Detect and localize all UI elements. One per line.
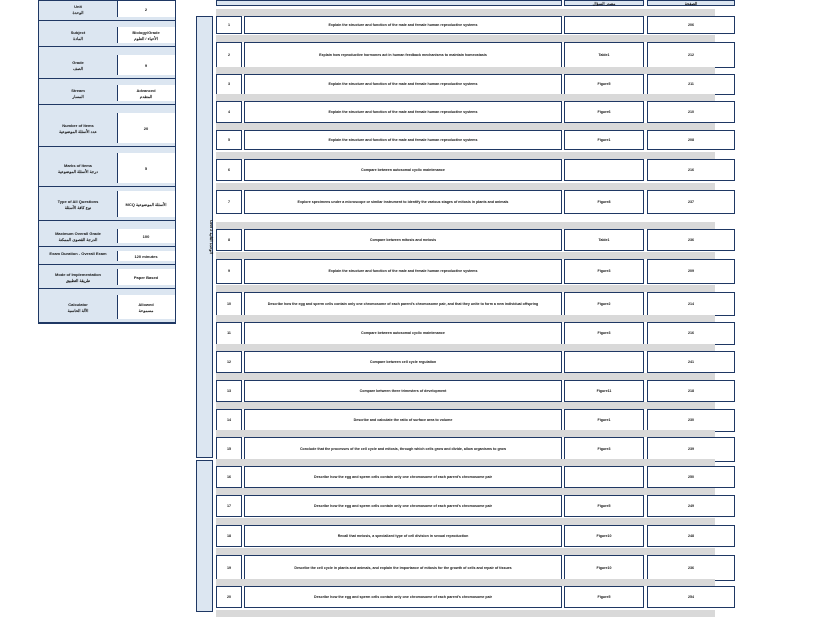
question-source: Table1 — [564, 42, 644, 68]
row-separator — [216, 123, 715, 130]
question-number: 14 — [216, 409, 242, 432]
unit-label: Unit 2 الوحدة الثانية — [209, 220, 214, 254]
row-separator — [216, 252, 715, 259]
learning-outcome: Describe and calculate the ratio of surface area to volume — [244, 409, 562, 432]
info-value: MCQ الأسئلة الموضوعية — [125, 202, 167, 207]
question-number: 4 — [216, 101, 242, 123]
info-sublabel: عدد الأسئلة الموضوعية — [59, 129, 97, 134]
question-source: Figure8 — [564, 190, 644, 214]
info-sublabel: نوع كافة الأسئلة — [64, 205, 92, 210]
row-separator — [216, 459, 715, 466]
learning-outcome: Compare between autosomal cyclic maintenance — [244, 159, 562, 181]
table-row — [216, 159, 715, 181]
info-label: Unit — [74, 4, 82, 9]
info-separator — [39, 20, 175, 21]
learning-outcome: Describe how the egg and sperm cells contain only one chromosome of each parent's chromosome pair — [244, 495, 562, 517]
question-source — [564, 159, 644, 181]
row-separator — [216, 518, 715, 525]
page-number: 206 — [647, 16, 735, 34]
table-row — [216, 259, 715, 284]
table-row — [216, 586, 715, 608]
question-source: Figure6 — [564, 101, 644, 123]
info-block — [39, 113, 175, 143]
info-value: Advanced — [136, 88, 156, 93]
row-separator — [216, 35, 715, 42]
info-label: Stream — [71, 88, 85, 93]
table-row — [216, 380, 715, 402]
row-separator — [216, 152, 715, 159]
question-number: 19 — [216, 555, 242, 581]
info-value: Biology/Grade — [132, 30, 160, 35]
info-separator — [39, 264, 175, 265]
header-page: الصفحة — [647, 0, 735, 6]
learning-outcome: Explain the structure and function of the male and female human reproductive systems — [244, 130, 562, 150]
info-label: Subject — [70, 30, 86, 35]
learning-outcome: Describe how the egg and sperm cells contain only one chromosome of each parent's chromosome pair — [244, 466, 562, 488]
page-number: 248 — [647, 525, 735, 547]
question-source: Figure1 — [564, 130, 644, 150]
learning-outcome: Describe the cell cycle in plants and animals, and explain the importance of mitosis for the growth of cells and repair of tissues — [244, 555, 562, 581]
info-separator — [39, 186, 175, 187]
learning-outcome: Compare between mitosis and meiosis — [244, 229, 562, 251]
question-number: 10 — [216, 292, 242, 316]
question-number: 11 — [216, 322, 242, 345]
question-number: 1 — [216, 16, 242, 34]
info-value-box — [117, 295, 175, 319]
info-sublabel: الدرجة القصوى الممكنة — [58, 237, 98, 242]
learning-outcomes-table — [194, 0, 716, 620]
row-separator — [216, 285, 715, 292]
info-block — [39, 153, 175, 183]
learning-outcome: Explain the structure and function of the male and female human reproductive systems — [244, 74, 562, 95]
info-sublabel: المسار — [72, 94, 84, 99]
info-block — [39, 295, 175, 319]
learning-outcome: Explore specimens under a microscope or similar instrument to identify the various stages of mitosis in plants and animals — [244, 190, 562, 214]
info-block — [39, 251, 175, 261]
row-separator — [216, 373, 715, 380]
info-value: Allowed — [138, 302, 154, 307]
question-number: 13 — [216, 380, 242, 402]
page-number: 239 — [647, 437, 735, 462]
learning-outcome: Describe how the egg and sperm cells contain only one chromosome of each parent's chromosome pair, and that they unite to form a new individual offspring — [244, 292, 562, 316]
table-row — [216, 130, 715, 150]
info-sublabel: طريقة التطبيق — [65, 278, 91, 283]
table-row — [216, 466, 715, 488]
info-subvalue: الأحياء / العلوم — [134, 36, 158, 41]
table-row — [216, 555, 715, 581]
info-separator — [39, 46, 175, 47]
row-separator — [216, 222, 715, 229]
info-label: Number of Items — [62, 123, 94, 128]
info-separator — [39, 322, 175, 323]
row-separator — [216, 430, 715, 437]
table-row — [216, 190, 715, 214]
page-number: 241 — [647, 351, 735, 373]
question-source: Figure5 — [564, 495, 644, 517]
info-separator — [39, 246, 175, 247]
learning-outcome: Compare between three trimesters of development — [244, 380, 562, 402]
question-number: 9 — [216, 259, 242, 284]
question-source — [564, 351, 644, 373]
learning-outcome: Recall that meiosis, a specialized type of cell division in sexual reproduction — [244, 525, 562, 547]
table-row — [216, 16, 715, 34]
learning-outcome: Explain the structure and function of the male and female human reproductive systems — [244, 16, 562, 34]
row-separator — [216, 94, 715, 101]
info-label: Marks of Items — [63, 163, 92, 168]
table-row — [216, 525, 715, 547]
info-sublabel: المادة — [73, 36, 83, 41]
question-source: Figure2 — [564, 292, 644, 316]
page-number: 250 — [647, 466, 735, 488]
info-subvalue: المتقدم — [139, 94, 153, 99]
page-number: 208 — [647, 130, 735, 150]
question-number: 3 — [216, 74, 242, 95]
info-value: 2 — [144, 7, 148, 12]
row-separator — [216, 488, 715, 495]
info-separator — [39, 78, 175, 79]
row-separator — [216, 610, 715, 617]
table-row — [216, 229, 715, 251]
info-block — [39, 229, 175, 243]
info-label: Type of All Questions — [57, 199, 99, 204]
unit-column — [196, 16, 213, 458]
question-number: 16 — [216, 466, 242, 488]
question-number: 12 — [216, 351, 242, 373]
info-value: 20 — [143, 126, 149, 131]
page-number: 237 — [647, 190, 735, 214]
info-value: 120 minutes — [134, 254, 158, 259]
page-number: 216 — [647, 159, 735, 181]
question-number: 17 — [216, 495, 242, 517]
question-number: 2 — [216, 42, 242, 68]
row-separator — [216, 548, 715, 555]
row-separator — [216, 315, 715, 322]
learning-outcome: Describe how the egg and sperm cells contain only one chromosome of each parent's chromosome pair — [244, 586, 562, 608]
info-subvalue: مسموحة — [138, 308, 154, 313]
learning-outcome: Compare between autosomal cyclic maintenance — [244, 322, 562, 345]
table-row — [216, 74, 715, 95]
question-number: 7 — [216, 190, 242, 214]
question-number: 18 — [216, 525, 242, 547]
learning-outcome: Explain the structure and function of the male and female human reproductive systems — [244, 259, 562, 284]
exam-info-panel — [38, 0, 176, 324]
info-label: Exam Duration - Overall Exam — [49, 251, 107, 256]
row-separator — [216, 402, 715, 409]
table-row — [216, 42, 715, 68]
info-sublabel: الوحدة — [72, 10, 84, 15]
page-number: 209 — [647, 259, 735, 284]
table-row — [216, 292, 715, 316]
page-number: 216 — [647, 322, 735, 345]
question-source: Figure5 — [564, 586, 644, 608]
question-source: Figure3 — [564, 259, 644, 284]
question-source: Table1 — [564, 229, 644, 251]
question-number: 6 — [216, 159, 242, 181]
question-source: Figure3 — [564, 437, 644, 462]
info-block — [39, 191, 175, 217]
info-label: Maximum Overall Grade — [55, 231, 101, 236]
table-row — [216, 322, 715, 345]
question-number: 15 — [216, 437, 242, 462]
info-block — [39, 27, 175, 43]
learning-outcome: Conclude that the processes of the cell cycle and mitosis, through which cells grow and divide, allow organisms to grow — [244, 437, 562, 462]
page-number: 214 — [647, 292, 735, 316]
info-sublabel: الآلة الحاسبة — [67, 308, 89, 313]
info-label: Grade — [72, 60, 84, 65]
info-block — [39, 85, 175, 101]
question-source — [564, 16, 644, 34]
page-number: 230 — [647, 409, 735, 432]
page-number: 210 — [647, 101, 735, 123]
row-separator — [216, 67, 715, 74]
header-blank-cell — [216, 0, 562, 6]
info-value: 5 — [144, 166, 148, 171]
question-source — [564, 466, 644, 488]
info-separator — [39, 146, 175, 147]
page-number: 212 — [647, 42, 735, 68]
learning-outcome: Explain how reproductive hormones act in human feedback mechanisms to maintain homeostasis — [244, 42, 562, 68]
page-number: 218 — [647, 380, 735, 402]
row-separator — [216, 183, 715, 190]
info-sublabel: درجة الأسئلة الموضوعية — [58, 169, 98, 174]
unit-column-continued — [196, 460, 213, 612]
row-separator — [216, 344, 715, 351]
page-number: 249 — [647, 495, 735, 517]
question-number: 20 — [216, 586, 242, 608]
question-number: 5 — [216, 130, 242, 150]
row-separator — [216, 579, 715, 586]
table-row — [216, 409, 715, 432]
learning-outcome: Explain the structure and function of the male and female human reproductive systems — [244, 101, 562, 123]
header-question-source: مصدر السؤال — [564, 0, 644, 6]
info-block — [39, 269, 175, 285]
info-value: 9 — [144, 63, 148, 68]
info-separator — [39, 104, 175, 105]
question-source: Figure10 — [564, 555, 644, 581]
question-number: 8 — [216, 229, 242, 251]
info-value: 100 — [142, 234, 150, 239]
page-number: 211 — [647, 74, 735, 95]
question-source: Figure11 — [564, 380, 644, 402]
info-sublabel: الصف — [73, 66, 83, 71]
row-separator — [216, 9, 715, 16]
question-source: Figure5 — [564, 74, 644, 95]
info-block — [39, 55, 175, 75]
info-label: Calculator — [68, 302, 88, 307]
question-source: Figure10 — [564, 525, 644, 547]
info-separator — [39, 288, 175, 289]
learning-outcome: Compare between cell cycle regulation — [244, 351, 562, 373]
info-separator — [39, 220, 175, 221]
table-row — [216, 101, 715, 123]
info-label: Mode of Implementation — [55, 272, 101, 277]
info-block — [39, 1, 175, 17]
page-number: 254 — [647, 586, 735, 608]
question-source: Figure3 — [564, 322, 644, 345]
page-number: 236 — [647, 229, 735, 251]
table-row — [216, 495, 715, 517]
question-source: Figure1 — [564, 409, 644, 432]
page-number: 236 — [647, 555, 735, 581]
info-value: Paper Based — [133, 275, 159, 280]
table-row — [216, 351, 715, 373]
